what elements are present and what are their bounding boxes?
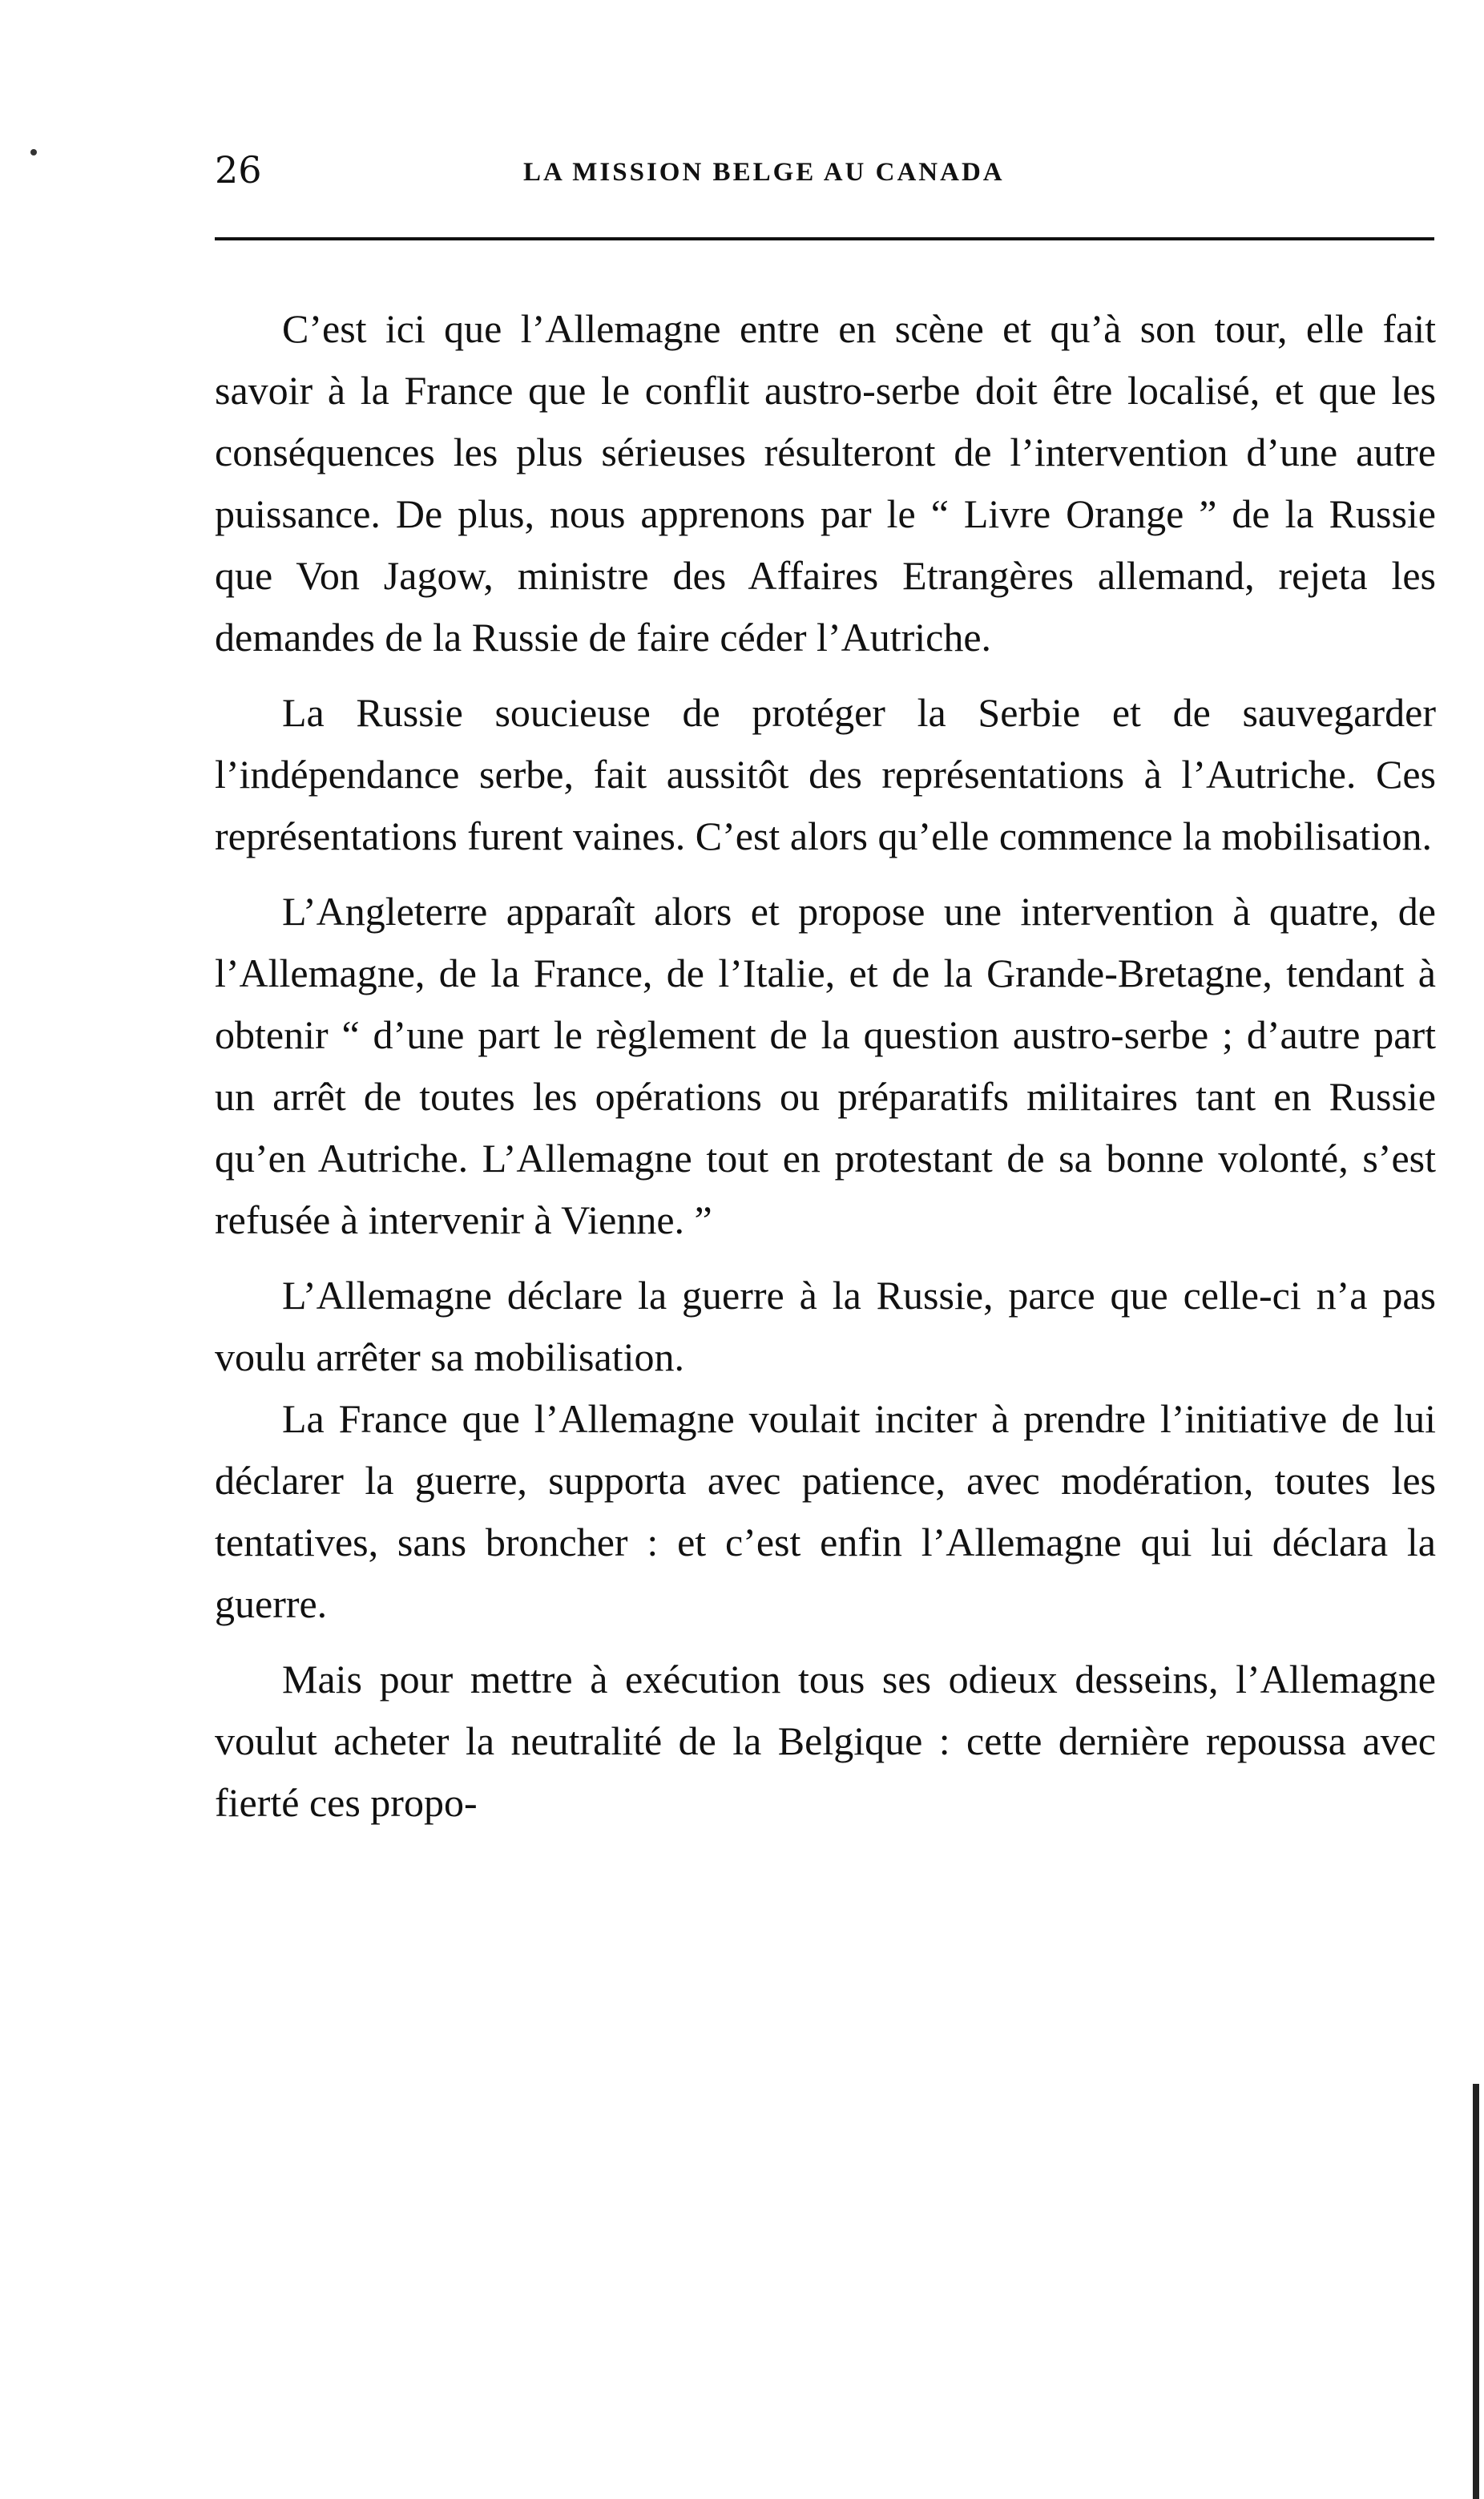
header-rule — [215, 237, 1434, 240]
scan-edge-shadow — [1473, 2084, 1479, 2499]
running-title: LA MISSION BELGE AU CANADA — [523, 158, 1005, 187]
paragraph: La Russie soucieuse de protéger la Serbie et de sauvegarder l’indépendance serbe, fait aussitôt des représentations à l’Autriche. Ces représentations furent vaines. C’est alors qu’elle commence la mobilisation. — [215, 690, 1436, 858]
paragraph: C’est ici que l’Allemagne entre en scène et qu’à son tour, elle fait savoir à la France que le conflit austro-serbe doit être localisé, et que les conséquences les plus sérieuses résulteront de l’intervention d’une autre puissance. De plus, nous apprenons par le “ Livre Orange ” de la Russie que Von Jagow, ministre des Affaires Etrangères allemand, rejeta les demandes de la Russie de faire céder l’Autriche. — [215, 306, 1436, 660]
scan-speck — [30, 149, 37, 155]
paragraph: Mais pour mettre à exécution tous ses odieux desseins, l’Allemagne voulut acheter la neutralité de la Belgique : cette dernière repoussa avec fierté ces propo- — [215, 1657, 1436, 1825]
paragraph: L’Allemagne déclare la guerre à la Russie, parce que celle-ci n’a pas voulu arrêter sa mobilisation. — [215, 1273, 1436, 1379]
paragraph: L’Angleterre apparaît alors et propose une intervention à quatre, de l’Allemagne, de la France, de l’Italie, et de la Grande-Bretagne, tendant à obtenir “ d’une part le règlement de la question austro-serbe ; d’autre part un arrêt de toutes les opérations ou préparatifs militaires tant en Russie qu’en Autriche. L’Allemagne tout en protestant de sa bonne volonté, s’est refusée à intervenir à Vienne. ” — [215, 889, 1436, 1242]
page-number: 26 — [215, 148, 262, 192]
body-text — [215, 298, 1436, 1847]
page-header — [215, 146, 1433, 202]
paragraph: La France que l’Allemagne voulait inciter à prendre l’initiative de lui déclarer la guerre, supporta avec patience, avec modération, toutes les tentatives, sans broncher : et c’est enfin l’Allemagne qui lui déclara la guerre. — [215, 1396, 1436, 1626]
